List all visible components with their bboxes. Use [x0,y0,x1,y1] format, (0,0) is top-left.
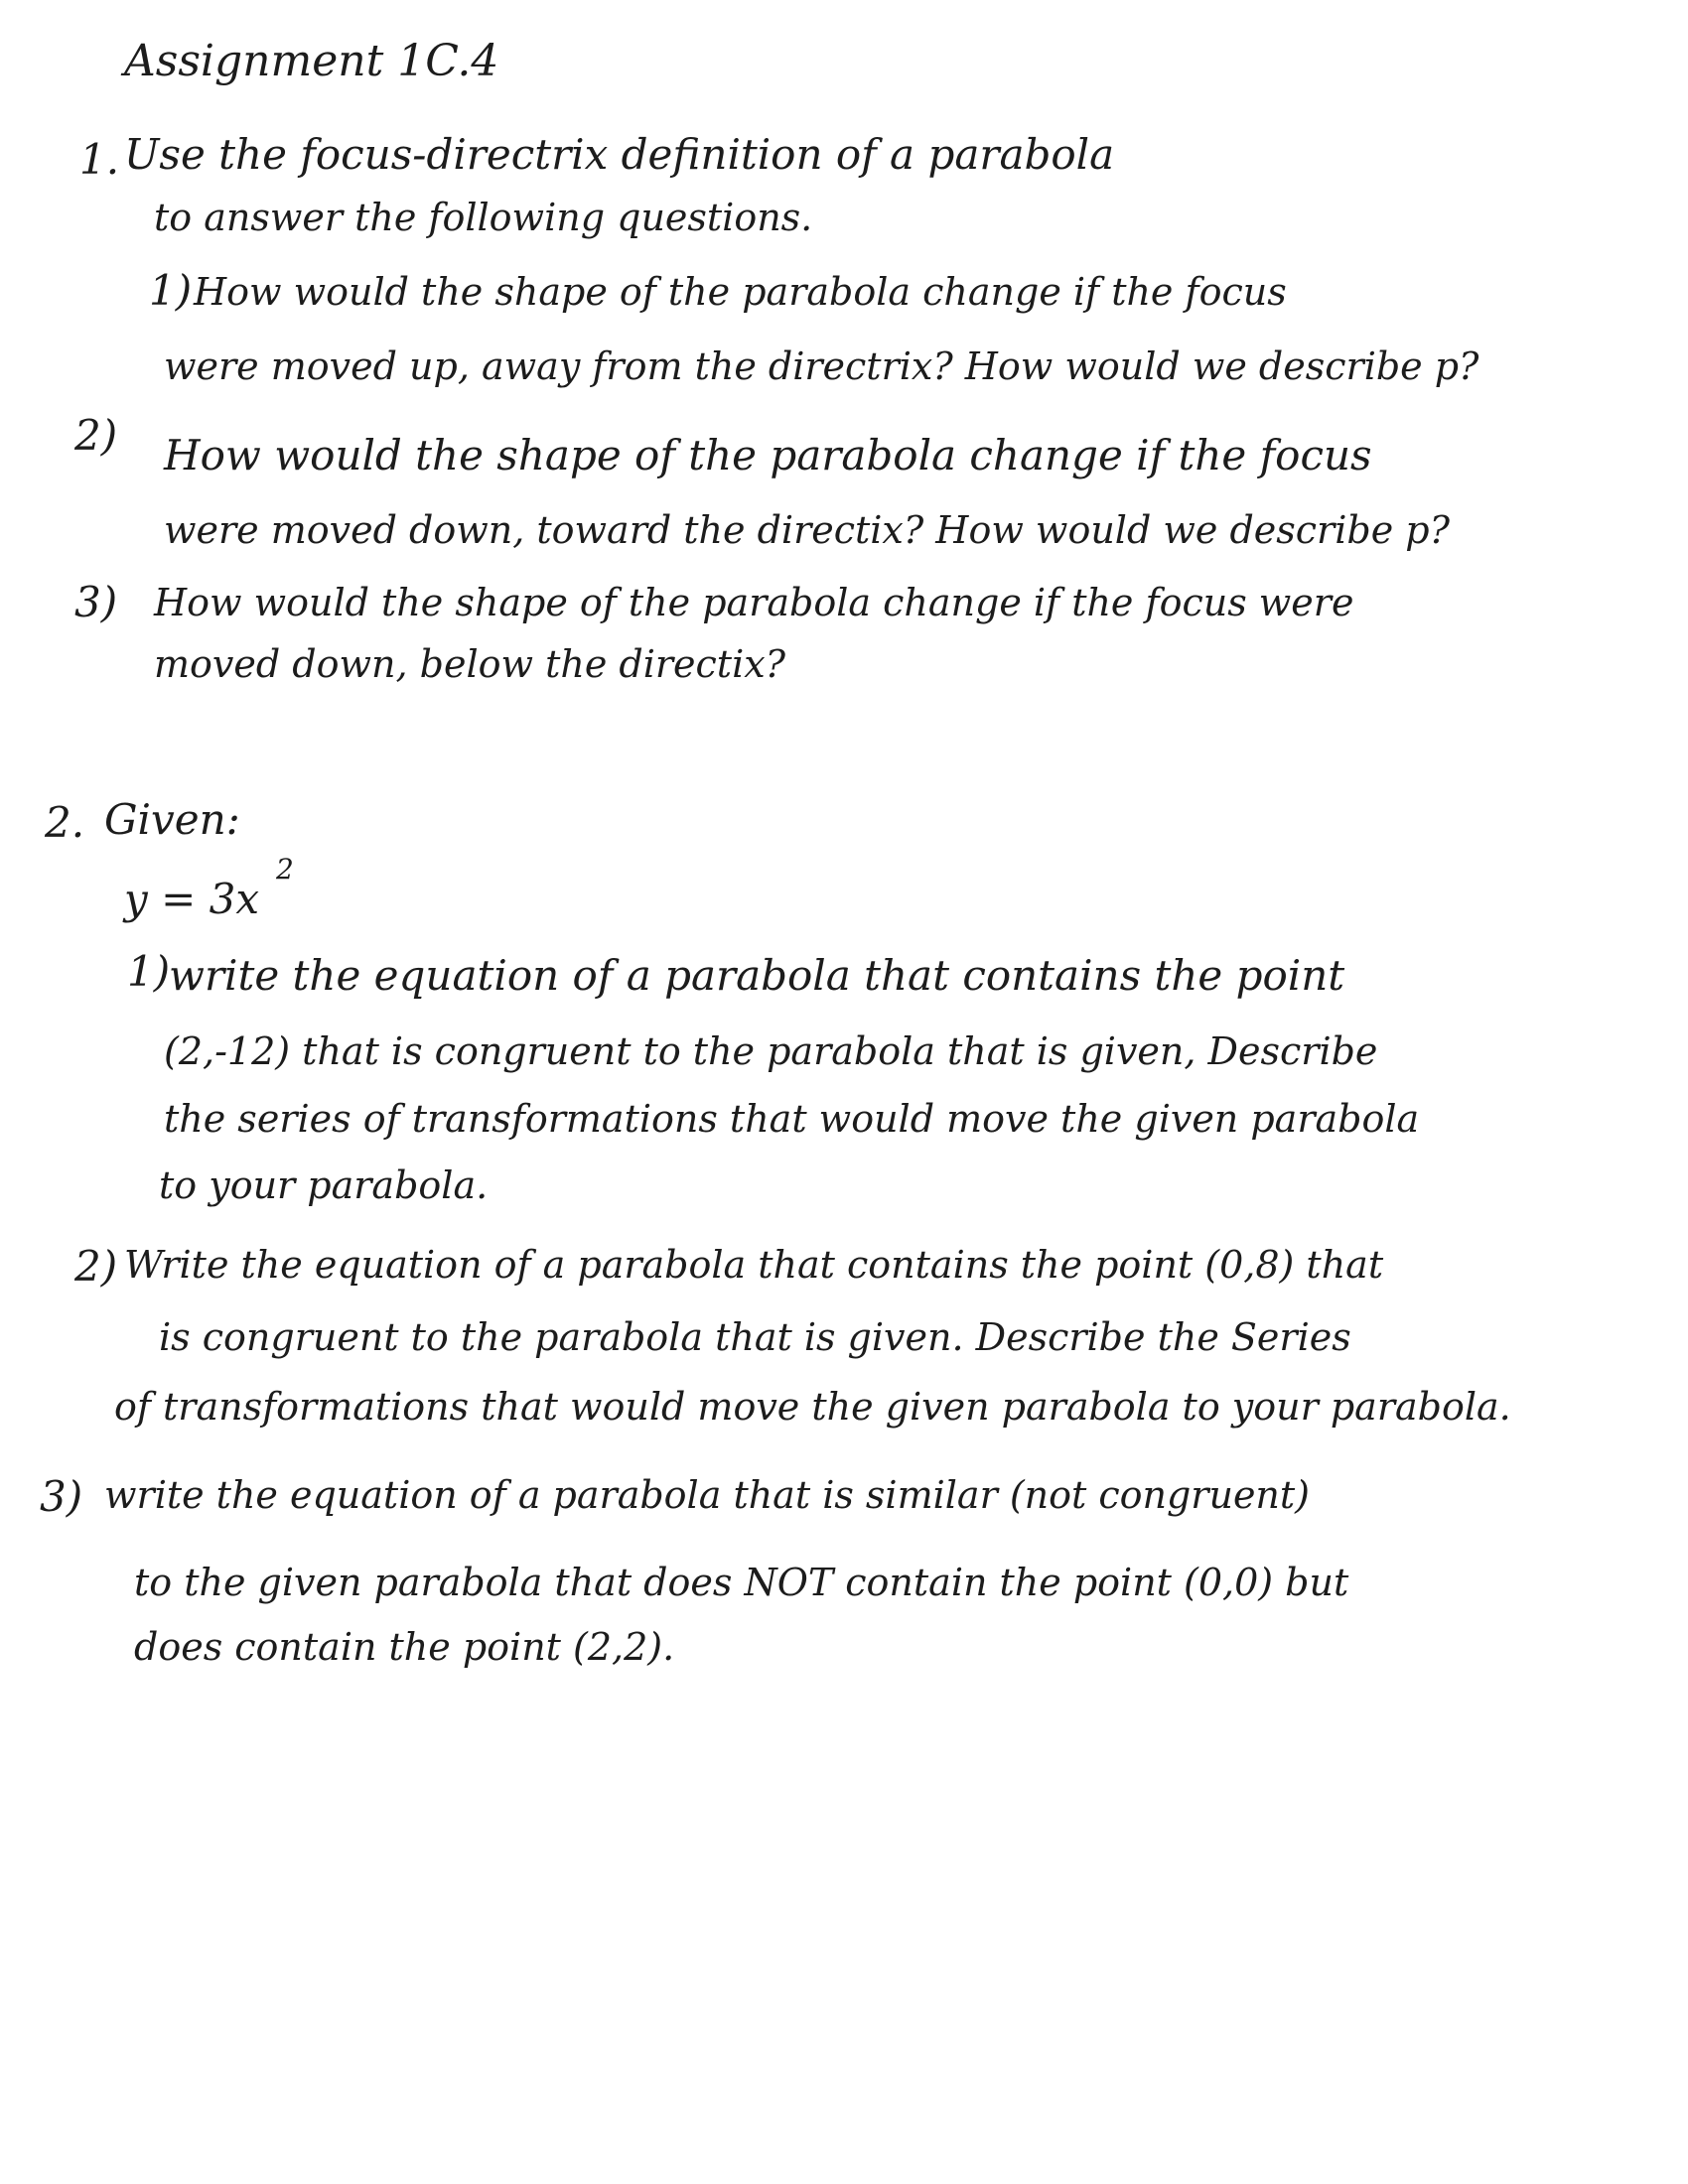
problem-1-part-1-line-2: were moved up, away from the directrix? How would we describe p? [164,344,1479,388]
problem-2-part-1-line-3: the series of transformations that would move the given parabola [164,1097,1420,1141]
problem-1-intro-line-2: to answer the following questions. [154,196,813,239]
problem-2-part-3-label: 3) [40,1472,83,1521]
problem-2-part-1-line-2: (2,-12) that is congruent to the parabola that is given, Describe [164,1029,1378,1073]
problem-1-part-3-label: 3) [74,578,118,626]
problem-2-part-1-line-1: write the equation of a parabola that contains the point [169,951,1345,1000]
problem-2-part-1-label: 1) [127,947,171,996]
problem-2-part-2-line-2: is congruent to the parabola that is given. Describe the Series [159,1315,1351,1359]
problem-2-given-label: Given: [104,795,240,844]
problem-2-equation: y = 3x [124,875,260,923]
problem-1-part-3-line-1: How would the shape of the parabola change if the focus were [154,581,1354,624]
problem-2-part-2-label: 2) [74,1242,118,1291]
problem-2-part-1-line-4: to your parabola. [159,1163,489,1207]
problem-2-part-3-line-2: to the given parabola that does NOT contain the point (0,0) but [134,1561,1349,1604]
problem-2-part-2-line-1: Write the equation of a parabola that contains the point (0,8) that [124,1243,1384,1287]
problem-1-part-3-line-2: moved down, below the directix? [154,642,786,686]
problem-1-intro-line-1: Use the focus-directrix definition of a parabola [124,130,1115,179]
problem-1-part-2-line-2: were moved down, toward the directix? How would we describe p? [164,508,1450,552]
problem-1-part-2-label: 2) [74,411,118,460]
problem-2-equation-exponent: 2 [276,853,294,886]
assignment-title: Assignment 1C.4 [124,36,499,86]
problem-1-part-2-line-1: How would the shape of the parabola change if the focus [164,431,1372,479]
problem-2-number: 2. [45,798,85,847]
problem-2-part-3-line-3: does contain the point (2,2). [134,1625,675,1669]
problem-2-part-3-line-1: write the equation of a parabola that is similar (not congruent) [104,1473,1310,1517]
problem-1-part-1-line-1: How would the shape of the parabola change if the focus [194,270,1287,314]
problem-1-part-1-label: 1) [149,266,193,315]
problem-1-number: 1. [79,135,120,184]
problem-2-part-2-line-3: of transformations that would move the given parabola to your parabola. [114,1385,1511,1429]
